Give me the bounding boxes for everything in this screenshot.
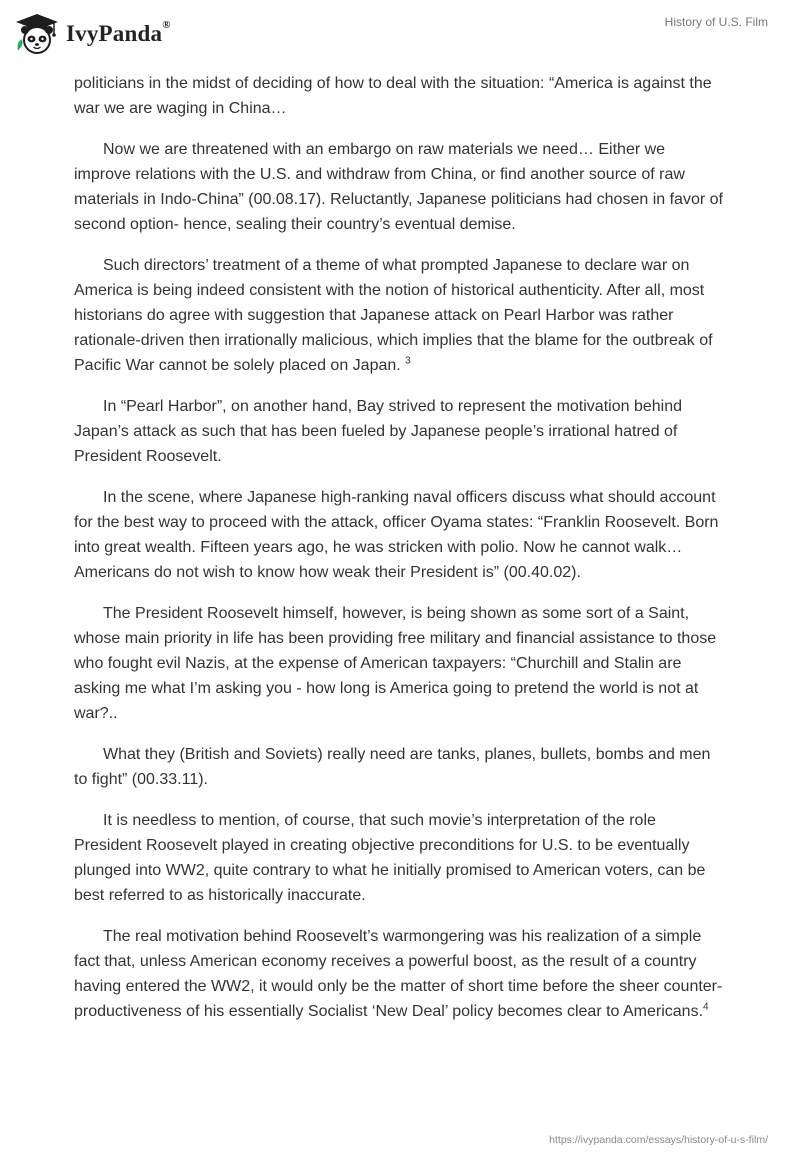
footnote-ref-4[interactable]: 4 (703, 1001, 709, 1013)
panda-graduate-icon (14, 12, 60, 56)
paragraph-6 (74, 601, 726, 726)
brand-registered-mark: ® (162, 19, 171, 31)
paragraph-text: politicians in the midst of deciding of how to deal with the situation: “America is against the war we are waging in China… (74, 75, 712, 117)
paragraph-text: Such directors’ treatment of a theme of what prompted Japanese to declare war on America is being indeed consistent with the notion of historical authenticity. After all, most historians do agree with suggestion that Japanese attack on Pearl Harbor was rather rationale-driven then irrationally malicious, which implies that the blame for the outbreak of Pacific War cannot be solely placed on Japan. (74, 257, 713, 374)
paragraph-text: The President Roosevelt himself, however, is being shown as some sort of a Saint, whose main priority in life has been providing free military and financial assistance to those who fought evil Nazis, at the expense of American taxpayers: “Churchill and Stalin are asking me what I’m asking you - how long is America going to pretend the world is not at war?.. (74, 605, 717, 722)
paragraph-text: The real motivation behind Roosevelt’s warmongering was his realization of a simple fact that, unless American economy receives a powerful boost, as the result of a country having entered the WW2, it would only be the matter of short time before the sheer counter-productiveness of his essentially Socialist ‘New Deal’ policy becomes clear to Americans. (74, 928, 723, 1020)
paragraph-text: In the scene, where Japanese high-ranking naval officers discuss what should account for the best way to proceed with the attack, officer Oyama states: “Franklin Roosevelt. Born into great wealth. Fifteen years ago, he was stricken with polio. Now he cannot walk… Americans do not wish to know how weak their President is” (00.40.02). (74, 489, 719, 581)
essay-body (74, 71, 726, 1040)
footnote-ref-3[interactable]: 3 (405, 355, 411, 367)
brand-name (66, 21, 171, 47)
paragraph-3 (74, 253, 726, 378)
paragraph-2 (74, 137, 726, 237)
paragraph-text: Now we are threatened with an embargo on raw materials we need… Either we improve relations with the U.S. and withdraw from China, or find another source of raw materials in Indo-China” (00.08.17). Reluctantly, Japanese politicians had chosen in favor of second option- hence, sealing their country’s eventual demise. (74, 141, 723, 233)
paragraph-4 (74, 394, 726, 469)
source-url[interactable]: https://ivypanda.com/essays/history-of-u-s-film/ (549, 1134, 768, 1146)
paragraph-8 (74, 808, 726, 908)
paragraph-text: In “Pearl Harbor”, on another hand, Bay strived to represent the motivation behind Japan’s attack as such that has been fueled by Japanese people’s irrational hatred of President Roosevelt. (74, 398, 682, 465)
paragraph-1 (74, 71, 726, 121)
paragraph-7 (74, 742, 726, 792)
document-title: History of U.S. Film (664, 15, 768, 29)
ivypanda-logo[interactable] (14, 12, 171, 56)
page-header (0, 0, 800, 70)
paragraph-5 (74, 485, 726, 585)
brand-text: IvyPanda (66, 21, 163, 46)
paragraph-text: What they (British and Soviets) really need are tanks, planes, bullets, bombs and men to fight” (00.33.11). (74, 746, 711, 788)
paragraph-text: It is needless to mention, of course, that such movie’s interpretation of the role President Roosevelt played in creating objective preconditions for U.S. to be eventually plunged into WW2, quite contrary to what he initially promised to American voters, can be best referred to as historically inaccurate. (74, 812, 706, 904)
paragraph-9 (74, 924, 726, 1024)
